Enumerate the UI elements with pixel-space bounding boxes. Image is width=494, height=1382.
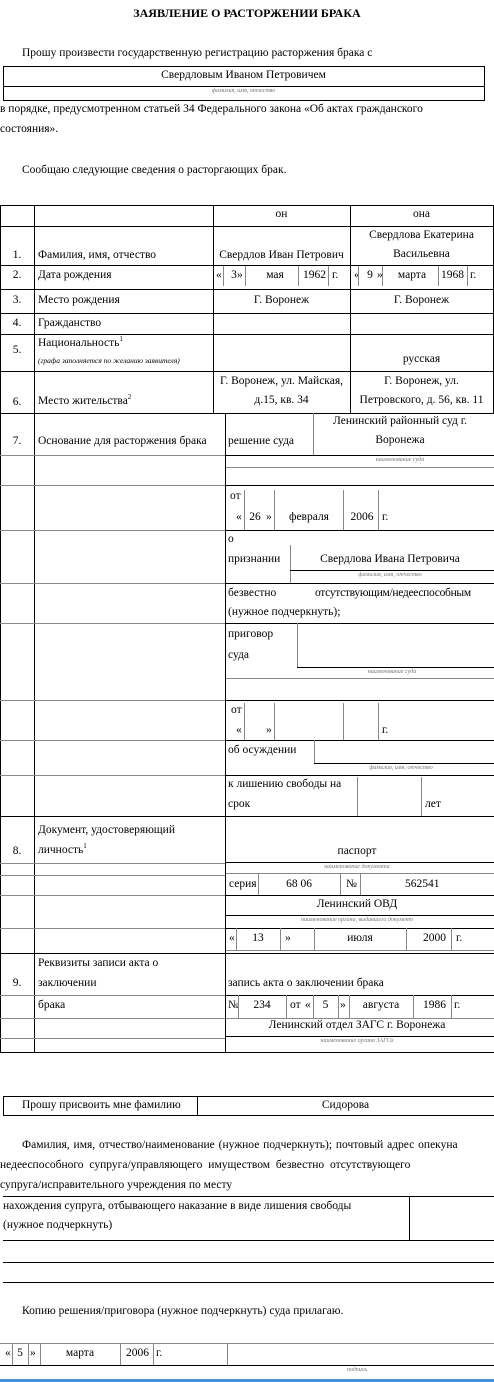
from-label: от — [230, 490, 241, 502]
she-birth-month: марта — [397, 269, 427, 281]
series-label: серия — [229, 878, 257, 890]
new-surname: Сидорова — [321, 1099, 370, 1111]
sign-year: 2006 — [126, 1347, 149, 1359]
court-decision-label: решение суда — [228, 435, 295, 447]
quote: » — [340, 999, 346, 1011]
caption-doc: наименование документа — [324, 864, 390, 870]
row-num: 4. — [12, 317, 22, 329]
row-label: Фамилия, имя, отчество — [38, 249, 157, 261]
row-num: 2. — [12, 269, 22, 281]
quote: » — [237, 269, 243, 281]
he-birth-day: 3 — [231, 269, 237, 281]
guardian-text-4: нахождения супруга, отбывающего наказание в виде лишения свободы — [3, 1200, 352, 1212]
surname-request: Прошу присвоить мне фамилию — [22, 1099, 181, 1111]
quote: « — [5, 1347, 11, 1359]
quote: » — [285, 932, 291, 944]
she-nationality: русская — [402, 353, 441, 365]
record-day: 5 — [322, 999, 329, 1011]
row-num: 8. — [12, 845, 22, 857]
court-name-2: Воронежа — [375, 434, 425, 446]
nationality-note: (графа заполняется по желанию заявителя) — [38, 356, 180, 365]
caption-fio: фамилия, имя, отчество — [211, 88, 276, 94]
row-num: 7. — [12, 435, 22, 447]
quote: » — [266, 724, 272, 736]
passport-series: 68 06 — [286, 878, 312, 890]
row-num: 3. — [12, 294, 22, 306]
convict-label: об осуждении — [228, 744, 297, 756]
row-label: Основание для расторжения брака — [38, 435, 207, 447]
guardian-text-1: Фамилия, имя, отчество/наименование (нужное подчеркнуть); почтовый адрес опекуна — [22, 1139, 458, 1151]
row-label: Документ, удостоверяющий — [38, 824, 175, 836]
guardian-text-2: недееспособного супруга/управляющего имуществом безвестно отсутствующего — [0, 1159, 411, 1171]
he-address-2: д.15, кв. 34 — [254, 394, 309, 406]
she-address-1: Г. Воронеж, ул. — [384, 375, 459, 387]
quote: » — [30, 1347, 36, 1359]
guardian-text-3: супруга/исправительного учреждения по месту — [0, 1179, 233, 1191]
caption-court: наименование суда — [375, 457, 425, 463]
spouse-name: Свердловым Иваном Петровичем — [161, 69, 326, 81]
row-label: Реквизиты записи акта о — [38, 957, 159, 969]
number-label: № — [228, 999, 239, 1011]
year-suffix: г. — [332, 269, 339, 281]
caption-signature: подпись — [346, 1367, 368, 1373]
row-label: брака — [38, 999, 66, 1011]
from-label-2: от — [231, 704, 242, 716]
order-text-2: состояния». — [0, 123, 59, 135]
she-name-1: Свердлова Екатерина — [369, 229, 474, 241]
registry-name: Ленинский отдел ЗАГС г. Воронежа — [268, 1019, 446, 1031]
o-label: о — [228, 533, 234, 545]
attach-text: Копию решения/приговора (нужное подчеркнуть) суда прилагаю. — [22, 1305, 344, 1317]
row-label: Дата рождения — [38, 269, 112, 281]
passport-issuer: Ленинский ОВД — [316, 898, 398, 910]
row-label: Место рождения — [38, 294, 120, 306]
she-birthplace: Г. Воронеж — [393, 294, 450, 306]
year-suffix: г. — [456, 932, 463, 944]
row-num: 6. — [12, 396, 22, 408]
col-she: она — [412, 208, 430, 220]
sign-month: марта — [65, 1347, 95, 1359]
decision-day: 26 — [249, 511, 261, 523]
she-name-2: Васильевна — [393, 248, 450, 260]
issue-month: июля — [347, 932, 373, 944]
quote: « — [354, 269, 360, 281]
years-label: лет — [425, 798, 441, 810]
quote: « — [236, 724, 242, 736]
quote: « — [236, 511, 242, 523]
he-birth-year: 1962 — [303, 269, 326, 281]
caption-fio-2: фамилия, имя, отчество — [358, 572, 422, 578]
missing-word-1: безвестно — [228, 587, 277, 599]
year-suffix: г. — [454, 999, 461, 1011]
row-num: 9. — [12, 977, 22, 989]
quote: « — [216, 269, 222, 281]
passport-number: 562541 — [405, 878, 440, 890]
recognition-label: признании — [228, 553, 281, 565]
decision-year: 2006 — [350, 511, 374, 523]
court-name-1: Ленинский районный суд г. — [333, 415, 467, 427]
missing-word-2: отсутствующим/недееспособным — [315, 587, 471, 599]
underline-note: (нужное подчеркнуть); — [228, 606, 341, 618]
record-year: 1986 — [423, 999, 446, 1011]
quote: » — [266, 511, 272, 523]
she-birth-day: 9 — [367, 269, 373, 281]
caption-registry: наименование органа ЗАГСа — [320, 1038, 394, 1044]
year-suffix: г. — [470, 269, 477, 281]
sign-day: 5 — [17, 1347, 23, 1359]
he-address-1: Г. Воронеж, ул. Майская, — [220, 375, 343, 387]
he-birth-month: мая — [266, 269, 284, 281]
decision-month: февраля — [289, 511, 329, 523]
year-suffix: г. — [156, 1347, 163, 1359]
order-text-1: в порядке, предусмотренном статьей 34 Федерального закона «Об актах гражданского — [0, 103, 423, 115]
row-label: Место жительства$^2$ — [38, 393, 132, 407]
verdict-court-label: суда — [228, 649, 249, 661]
number-label: № — [346, 878, 357, 890]
row-num: 1. — [12, 249, 22, 261]
she-birth-year: 1968 — [441, 269, 464, 281]
caption-court-2: наименование суда — [367, 669, 417, 675]
from-label: от — [290, 999, 301, 1011]
issue-year: 2000 — [423, 932, 446, 944]
recognized-person: Свердлова Ивана Петровича — [320, 553, 460, 565]
she-address-2: Петровского, д. 56, кв. 11 — [359, 394, 484, 406]
row-label: Национальность$^1$ — [38, 335, 123, 349]
inform-text: Сообщаю следующие сведения о расторгающих брак. — [22, 164, 287, 176]
term-label: срок — [228, 798, 251, 810]
record-label: запись акта о заключении брака — [228, 977, 384, 989]
verdict-label: приговор — [228, 628, 274, 640]
quote: » — [377, 269, 383, 281]
intro-text: Прошу произвести государственную регистрацию расторжения брака с — [22, 47, 373, 59]
row-num: 5. — [12, 344, 22, 356]
record-number: 234 — [253, 999, 271, 1011]
year-suffix: г. — [382, 511, 389, 523]
caption-issuer: наименование органа, выдавшего документ — [301, 917, 413, 923]
year-suffix: г. — [382, 724, 389, 736]
row-label: заключении — [38, 977, 97, 989]
he-birthplace: Г. Воронеж — [253, 294, 310, 306]
deprive-label: к лишению свободы на — [228, 778, 342, 790]
guardian-text-5: (нужное подчеркнуть) — [3, 1219, 113, 1231]
quote: « — [229, 932, 235, 944]
caption-fio-3: фамилия, имя, отчество — [369, 765, 433, 771]
col-he: он — [275, 208, 288, 220]
doc-type: паспорт — [337, 845, 377, 857]
quote: « — [305, 999, 311, 1011]
issue-day: 13 — [252, 932, 264, 944]
row-label: Гражданство — [38, 317, 102, 329]
row-label: личность$^1$ — [38, 842, 87, 856]
page-title: ЗАЯВЛЕНИЕ О РАСТОРЖЕНИИ БРАКА — [133, 6, 361, 20]
he-name: Свердлов Иван Петрович — [219, 249, 344, 261]
record-month: августа — [362, 999, 400, 1011]
